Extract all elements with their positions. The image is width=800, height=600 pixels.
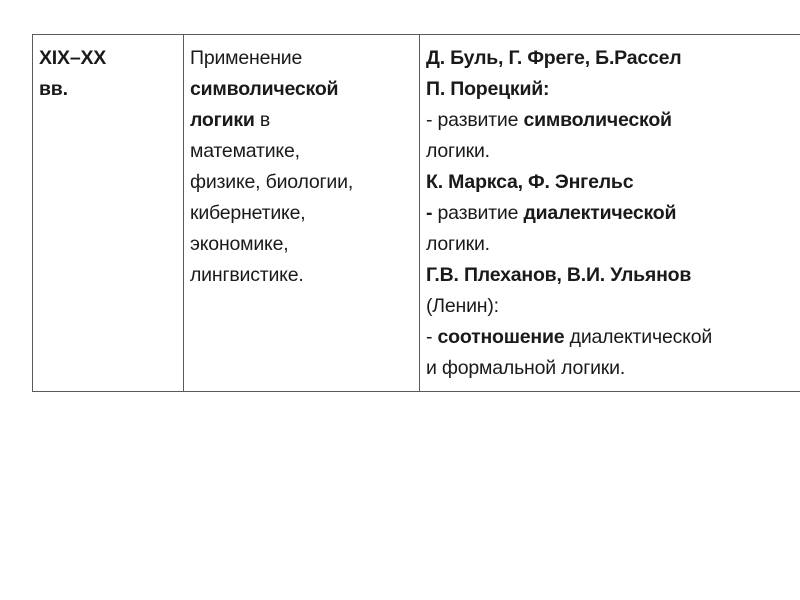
names-line-formal-logic: и формальной логики. <box>426 357 626 379</box>
application-field: экономике, <box>190 233 289 255</box>
names-line-logic: логики. <box>426 233 490 255</box>
application-lead: Применение <box>190 47 303 69</box>
application-field: лингвистике. <box>190 264 304 286</box>
period-cell <box>33 35 184 392</box>
names-correlation-suffix: диалектической <box>564 326 713 348</box>
application-field: кибернетике, <box>190 202 306 224</box>
history-of-logic-table <box>32 34 800 392</box>
names-dev-text: развитие <box>437 202 524 224</box>
names-symbolic-bold: символической <box>523 109 672 131</box>
names-line-symbolic-dev <box>426 105 800 136</box>
names-dev-prefix: - развитие <box>426 109 524 131</box>
names-line-correlation <box>426 322 800 353</box>
names-dialectic-bold: диалектической <box>523 202 677 224</box>
period-years: XIX–XX <box>39 47 107 69</box>
names-line-dialectic-dev <box>426 198 800 229</box>
names-dash-bold: - <box>426 202 438 224</box>
names-line-logicians: Д. Буль, Г. Фреге, Б.Рассел <box>426 47 682 69</box>
names-correlation-prefix: - <box>426 326 438 348</box>
names-line-lenin: (Ленин): <box>426 295 499 317</box>
names-line-poretsky: П. Порецкий: <box>426 78 550 100</box>
application-preposition: в <box>254 109 271 131</box>
names-line-marx-engels: К. Маркса, Ф. Энгельс <box>426 171 634 193</box>
names-cell <box>420 35 800 392</box>
application-cell <box>184 35 420 392</box>
names-correlation-bold: соотношение <box>437 326 565 348</box>
names-line-logic: логики. <box>426 140 490 162</box>
application-field: математике, <box>190 140 300 162</box>
application-field: физике, биологии, <box>190 171 354 193</box>
application-logic-line <box>190 105 415 136</box>
application-bold-term: символической <box>190 78 339 100</box>
application-bold-logic: логики <box>190 109 255 131</box>
table-row <box>33 35 800 392</box>
period-centuries-abbr: вв. <box>39 78 68 100</box>
names-line-plekhanov-ulyanov: Г.В. Плеханов, В.И. Ульянов <box>426 264 692 286</box>
